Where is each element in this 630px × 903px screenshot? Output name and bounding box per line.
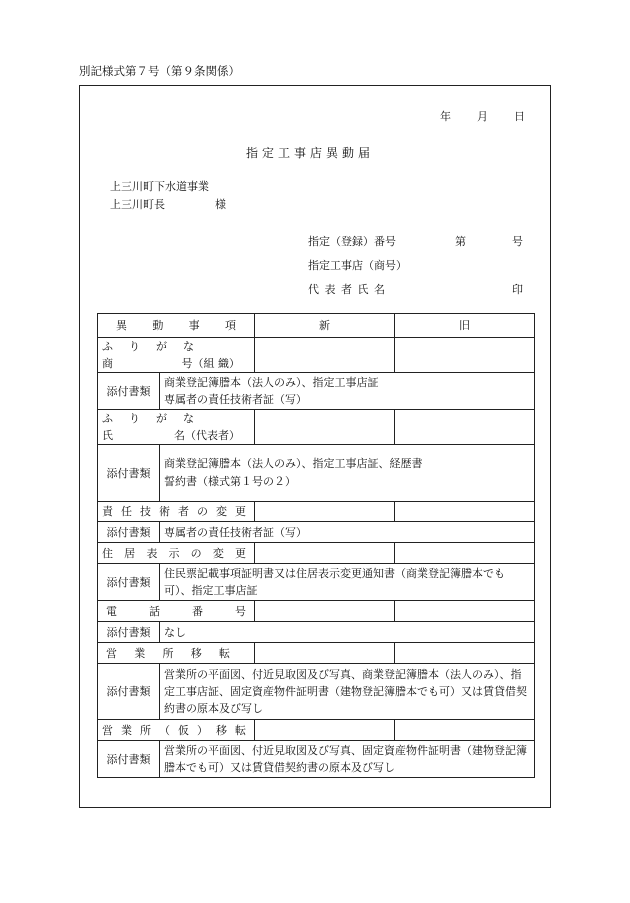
old-value-cell[interactable] [395, 502, 535, 522]
new-value-cell[interactable] [255, 720, 395, 741]
attachment-label: 添付書類 [98, 373, 160, 410]
attachment-documents: 住民票記載事項証明書又は住居表示変更通知書（商業登記簿謄本でも可）、指定工事店証 [160, 564, 535, 601]
form-number-label: 別記様式第７号（第９条関係） [79, 64, 240, 78]
header-item: 異動事項 [98, 314, 255, 338]
attachment-documents: 営業所の平面図、付近見取図及び写真、固定資産物件証明書（建物登記簿謄本でも可）又は賃貸借契約書の原本及び写し [160, 741, 535, 778]
header-new: 新 [255, 314, 395, 338]
attachment-documents: 商業登記簿謄本（法人のみ）、指定工事店証、経歴書 誓約書（様式第１号の２） [160, 445, 535, 502]
table-row [98, 543, 535, 564]
addressee-organization: 上三川町下水道事業 [110, 180, 209, 193]
item-label: 営業所移転 [98, 643, 255, 664]
registration-number-suffix: 号 [512, 235, 523, 248]
table-row [98, 338, 535, 373]
old-value-cell[interactable] [395, 720, 535, 741]
attachment-documents: 商業登記簿謄本（法人のみ）、指定工事店証 専属者の責任技術者証（写） [160, 373, 535, 410]
item-label: ふりがな 氏 名（代表者） [98, 410, 255, 445]
shop-name-label: 指定工事店（商号） [308, 259, 407, 272]
attachment-label: 添付書類 [98, 445, 160, 502]
representative-name-label: 代 表 者 氏 名 [308, 283, 386, 296]
table-row [98, 522, 535, 543]
item-label: 責任技術者の変更 [98, 502, 255, 522]
table-row [98, 445, 535, 502]
table-row [98, 410, 535, 445]
old-value-cell[interactable] [395, 543, 535, 564]
change-items-table [97, 313, 535, 778]
old-value-cell[interactable] [395, 643, 535, 664]
new-value-cell[interactable] [255, 543, 395, 564]
new-value-cell[interactable] [255, 643, 395, 664]
attachment-documents: 営業所の平面図、付近見取図及び写真、商業登記簿謄本（法人のみ）、指定工事店証、固定資産物件証明書（建物登記簿謄本でも可）又は賃貸借契約書の原本及び写し [160, 664, 535, 720]
table-row [98, 373, 535, 410]
item-label: ふりがな 商 号（組 織） [98, 338, 255, 373]
attachment-label: 添付書類 [98, 522, 160, 543]
date-month-label: 月 [477, 110, 488, 123]
form-frame [79, 85, 551, 808]
attachment-documents: なし [160, 622, 535, 643]
attachment-documents: 専属者の責任技術者証（写） [160, 522, 535, 543]
table-row [98, 601, 535, 622]
table-row [98, 564, 535, 601]
table-row [98, 741, 535, 778]
table-header-row [98, 314, 535, 338]
date-year-label: 年 [440, 110, 451, 123]
attachment-label: 添付書類 [98, 564, 160, 601]
document-title: 指定工事店異動届 [246, 146, 375, 160]
new-value-cell[interactable] [255, 601, 395, 622]
table-row [98, 643, 535, 664]
table-row [98, 502, 535, 522]
table-row [98, 720, 535, 741]
table-row [98, 622, 535, 643]
item-label: 住居表示の変更 [98, 543, 255, 564]
item-label: 電話番号 [98, 601, 255, 622]
new-value-cell[interactable] [255, 502, 395, 522]
new-value-cell[interactable] [255, 410, 395, 445]
attachment-label: 添付書類 [98, 622, 160, 643]
header-old: 旧 [395, 314, 535, 338]
table-row [98, 664, 535, 720]
seal-mark: 印 [512, 283, 523, 296]
registration-number-label: 指定（登録）番号 [308, 235, 396, 248]
old-value-cell[interactable] [395, 338, 535, 373]
item-label: 営業所（仮）移転 [98, 720, 255, 741]
old-value-cell[interactable] [395, 601, 535, 622]
old-value-cell[interactable] [395, 410, 535, 445]
date-day-label: 日 [514, 110, 525, 123]
registration-number-prefix: 第 [455, 235, 466, 248]
addressee-honorific: 様 [215, 198, 226, 211]
addressee-name: 上三川町長 [110, 198, 165, 211]
new-value-cell[interactable] [255, 338, 395, 373]
attachment-label: 添付書類 [98, 741, 160, 778]
attachment-label: 添付書類 [98, 664, 160, 720]
